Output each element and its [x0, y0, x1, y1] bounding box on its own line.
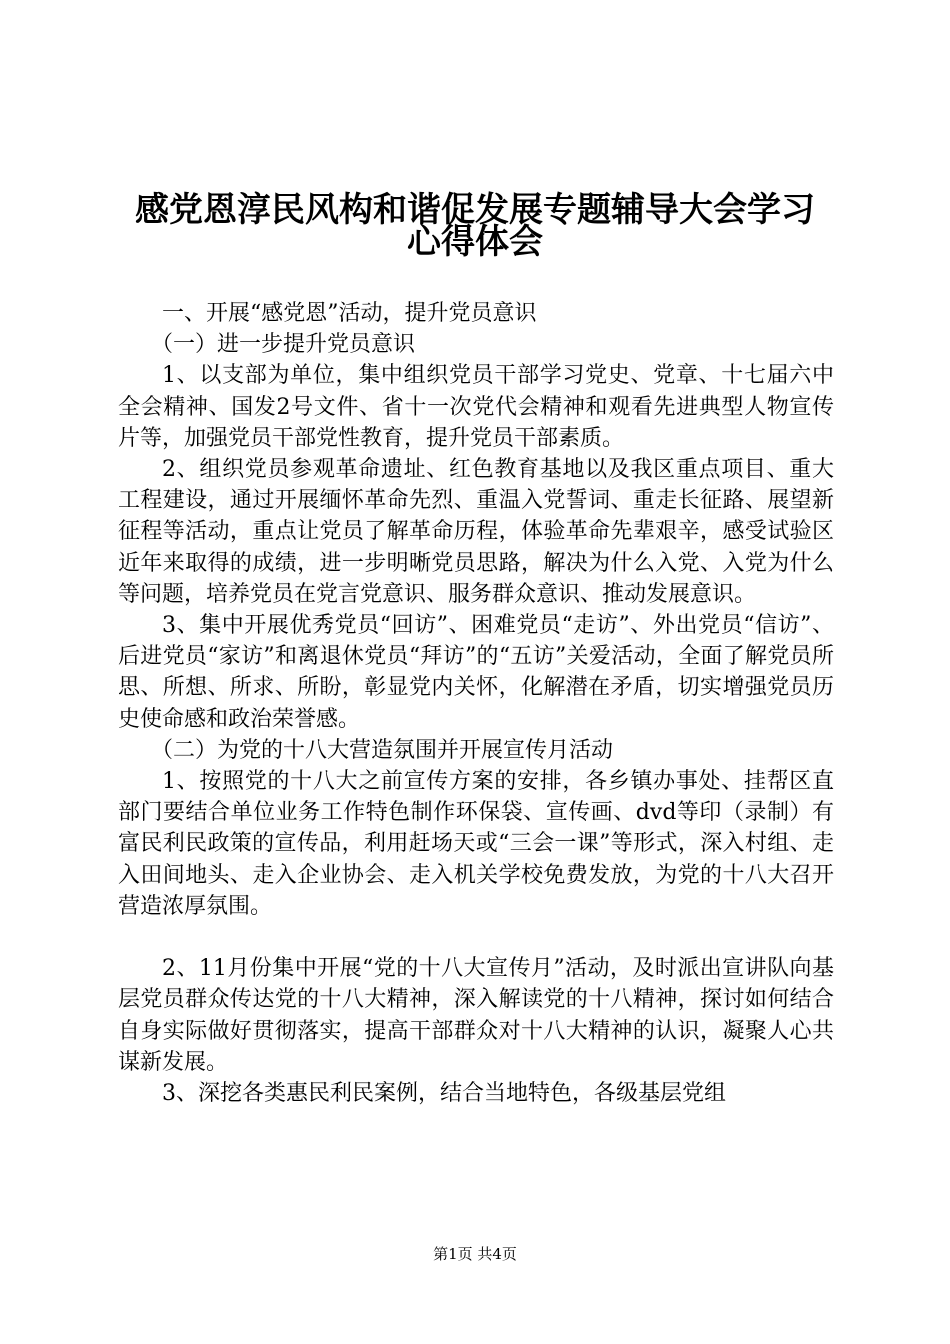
paragraph-2-3: 3、深挖各类惠民利民案例，结合当地特色，各级基层党组 [162, 1081, 726, 1107]
paragraph-1-2: 2、组织党员参观革命遗址、红色教育基地以及我区重点项目、重大工程建设，通过开展缅怀革命先烈、重温入党誓词、重走长征路、展望新征程等活动，重点让党员了解革命历程，体验革命先辈艰辛，感受试验区近年来取得的成绩，进一步明晰党员思路，解决为什么入党、入党为什么等问题，培养党员在党言党意识、服务群众意识、推动发展意识。 [118, 457, 834, 607]
paragraph-2-2: 2、11月份集中开展“党的十八大宣传月”活动，及时派出宣讲队向基层党员群众传达党的十八大精神，深入解读党的十八精神，探讨如何结合自身实际做好贯彻落实，提高干部群众对十八大精神的认识，凝聚人心共谋新发展。 [118, 956, 834, 1075]
subsection-heading-1: （一）进一步提升党员意识 [151, 332, 416, 358]
page-footer: 第1页 共4页 [433, 1245, 517, 1263]
paragraph-1-3: 3、集中开展优秀党员“回访”、困难党员“走访”、外出党员“信访”、后进党员“家访”和离退休党员“拜访”的“五访”关爱活动，全面了解党员所思、所想、所求、所盼，彰显党内关怀，化解潜在矛盾，切实增强党员历史使命感和政治荣誉感。 [118, 613, 834, 732]
document-body [118, 298, 834, 1109]
paragraph-1-1: 1、以支部为单位，集中组织党员干部学习党史、党章、十七届六中全会精神、国发2号文件、省十一次党代会精神和观看先进典型人物宣传片等，加强党员干部党性教育，提升党员干部素质。 [118, 363, 834, 451]
section-heading-1: 一、开展“感党恩”活动，提升党员意识 [162, 301, 537, 326]
subsection-heading-2: （二）为党的十八大营造氛围并开展宣传月活动 [151, 737, 614, 763]
document-title-line-2: 心得体会 [407, 222, 543, 262]
paragraph-2-1: 1、按照党的十八大之前宣传方案的安排，各乡镇办事处、挂帮区直部门要结合单位业务工作特色制作环保袋、宣传画、dvd等印（录制）有富民利民政策的宣传品，利用赶场天或“三会一课”等形式，深入村组、走入田间地头、走入企业协会、走入机关学校免费发放，为党的十八大召开营造浓厚氛围。 [118, 769, 834, 919]
document-title-line-1: 感党恩淳民风构和谐促发展专题辅导大会学习 [135, 190, 815, 230]
